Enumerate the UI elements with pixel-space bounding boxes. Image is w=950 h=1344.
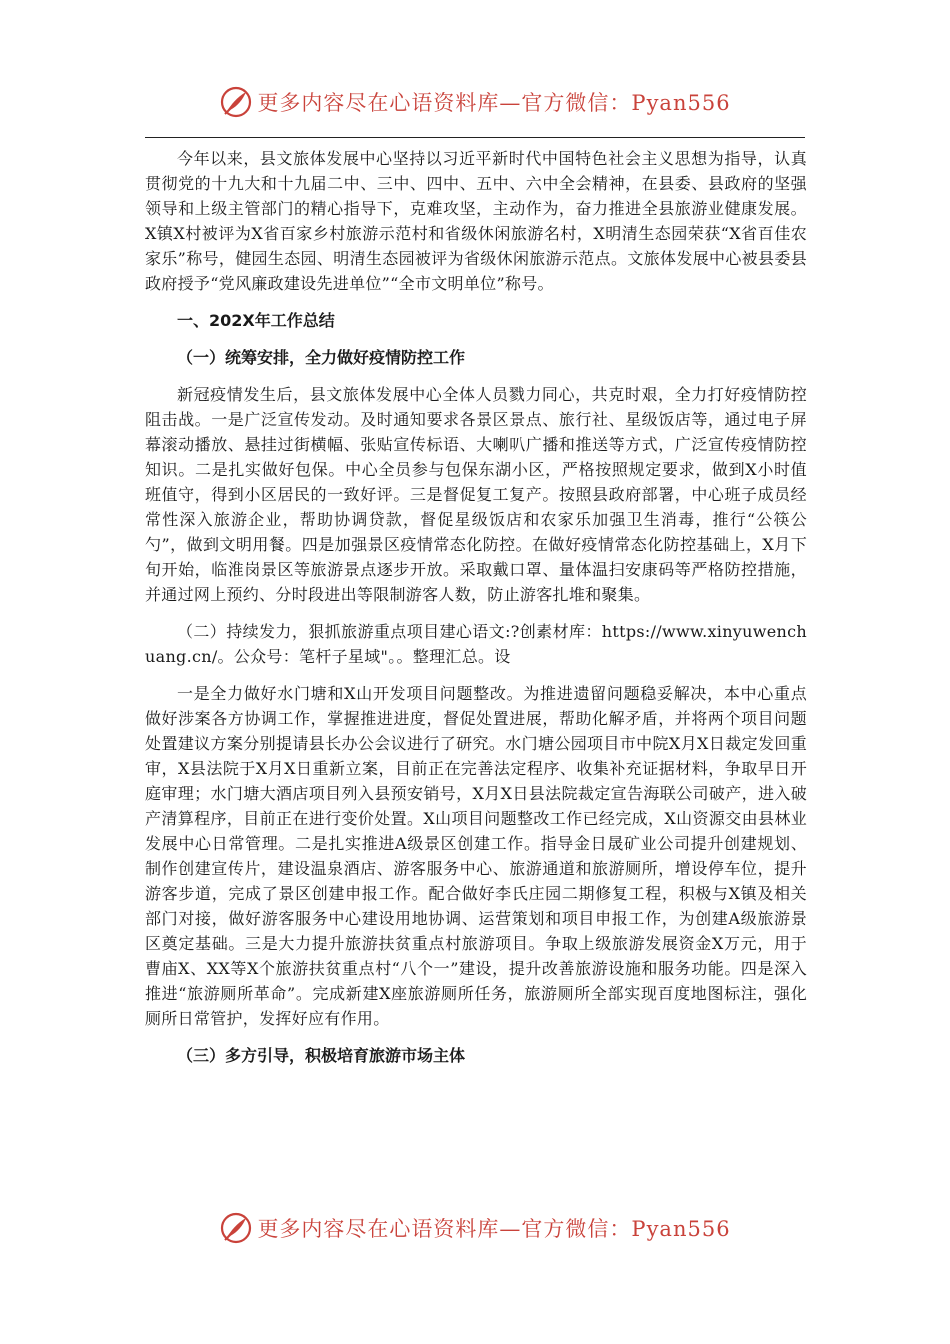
subsection-heading-3: （三）多方引导，积极培育旅游市场主体: [177, 1046, 466, 1065]
header-watermark-banner: [0, 80, 950, 124]
footer-banner-text: 更多内容尽在心语资料库—官方微信：Pyan556: [257, 1217, 731, 1241]
header-banner-text: 更多内容尽在心语资料库—官方微信：Pyan556: [257, 91, 731, 115]
document-body: [145, 146, 807, 1068]
subsection-heading-1: （一）统筹安排，全力做好疫情防控工作: [177, 348, 466, 367]
quill-logo-icon: [219, 1211, 253, 1245]
subsection-2-body: 一是全力做好水门塘和X山开发项目问题整改。为推进遗留问题稳妥解决，本中心重点做好涉案各方协调工作，掌握推进进度，督促处置进展，帮助化解矛盾，并将两个项目问题处置建议方案分别提请县长办公会议进行了研究。水门塘公园项目市中院X月X日裁定发回重审，X县法院于X月X日重新立案，目前正在完善法定程序、收集补充证据材料，争取早日开庭审理；水门塘大酒店项目列入县预安销号，X月X日县法院裁定宣告海联公司破产，进入破产清算程序，目前正在进行变价处置。X山项目问题整改工作已经完成，X山资源交由县林业发展中心日常管理。二是扎实推进A级景区创建工作。指导金日晟矿业公司提升创建规划、制作创建宣传片，建设温泉酒店、游客服务中心、旅游通道和旅游厕所，增设停车位，提升游客步道，完成了景区创建申报工作。配合做好李氏庄园二期修复工程，积极与X镇及相关部门对接，做好游客服务中心建设用地协调、运营策划和项目申报工作，为创建A级旅游景区奠定基础。三是大力提升旅游扶贫重点村旅游项目。争取上级旅游发展资金X万元，用于曹庙X、XX等X个旅游扶贫重点村“八个一”建设，提升改善旅游设施和服务功能。四是深入推进“旅游厕所革命”。完成新建X座旅游厕所任务，旅游厕所全部实现百度地图标注，强化厕所日常管护，发挥好应有作用。: [145, 684, 807, 1028]
subsection-heading-2: （二）持续发力，狠抓旅游重点项目建心语文:?创素材库：https://www.xinyuwenchuang.cn/。公众号：笔杆子星域"。。整理汇总。设: [145, 622, 807, 666]
intro-paragraph: 今年以来，县文旅体发展中心坚持以习近平新时代中国特色社会主义思想为指导，认真贯彻党的十九大和十九届二中、三中、四中、五中、六中全会精神，在县委、县政府的坚强领导和上级主管部门的精心指导下，克难攻坚，主动作为，奋力推进全县旅游业健康发展。X镇X村被评为X省百家乡村旅游示范村和省级休闲旅游名村，X明清生态园荣获“X省百佳农家乐”称号，健园生态园、明清生态园被评为省级休闲旅游示范点。文旅体发展中心被县委县政府授予“党风廉政建设先进单位”“全市文明单位”称号。: [145, 149, 807, 293]
subsection-1-body: 新冠疫情发生后，县文旅体发展中心全体人员戮力同心，共克时艰，全力打好疫情防控阻击战。一是广泛宣传发动。及时通知要求各景区景点、旅行社、星级饭店等，通过电子屏幕滚动播放、悬挂过街横幅、张贴宣传标语、大喇叭广播和推送等方式，广泛宣传疫情防控知识。二是扎实做好包保。中心全员参与包保东湖小区，严格按照规定要求，做到X小时值班值守，得到小区居民的一致好评。三是督促复工复产。按照县政府部署，中心班子成员经常性深入旅游企业，帮助协调贷款，督促星级饭店和农家乐加强卫生消毒，推行“公筷公勺”，做到文明用餐。四是加强景区疫情常态化防控。在做好疫情常态化防控基础上，X月下旬开始，临淮岗景区等旅游景点逐步开放。采取戴口罩、量体温扫安康码等严格防控措施，并通过网上预约、分时段进出等限制游客人数，防止游客扎堆和聚集。: [145, 385, 807, 604]
section-heading-1: 一、202X年工作总结: [177, 311, 335, 330]
header-divider: [145, 137, 805, 138]
footer-watermark-banner: [0, 1206, 950, 1250]
quill-logo-icon: [219, 85, 253, 119]
